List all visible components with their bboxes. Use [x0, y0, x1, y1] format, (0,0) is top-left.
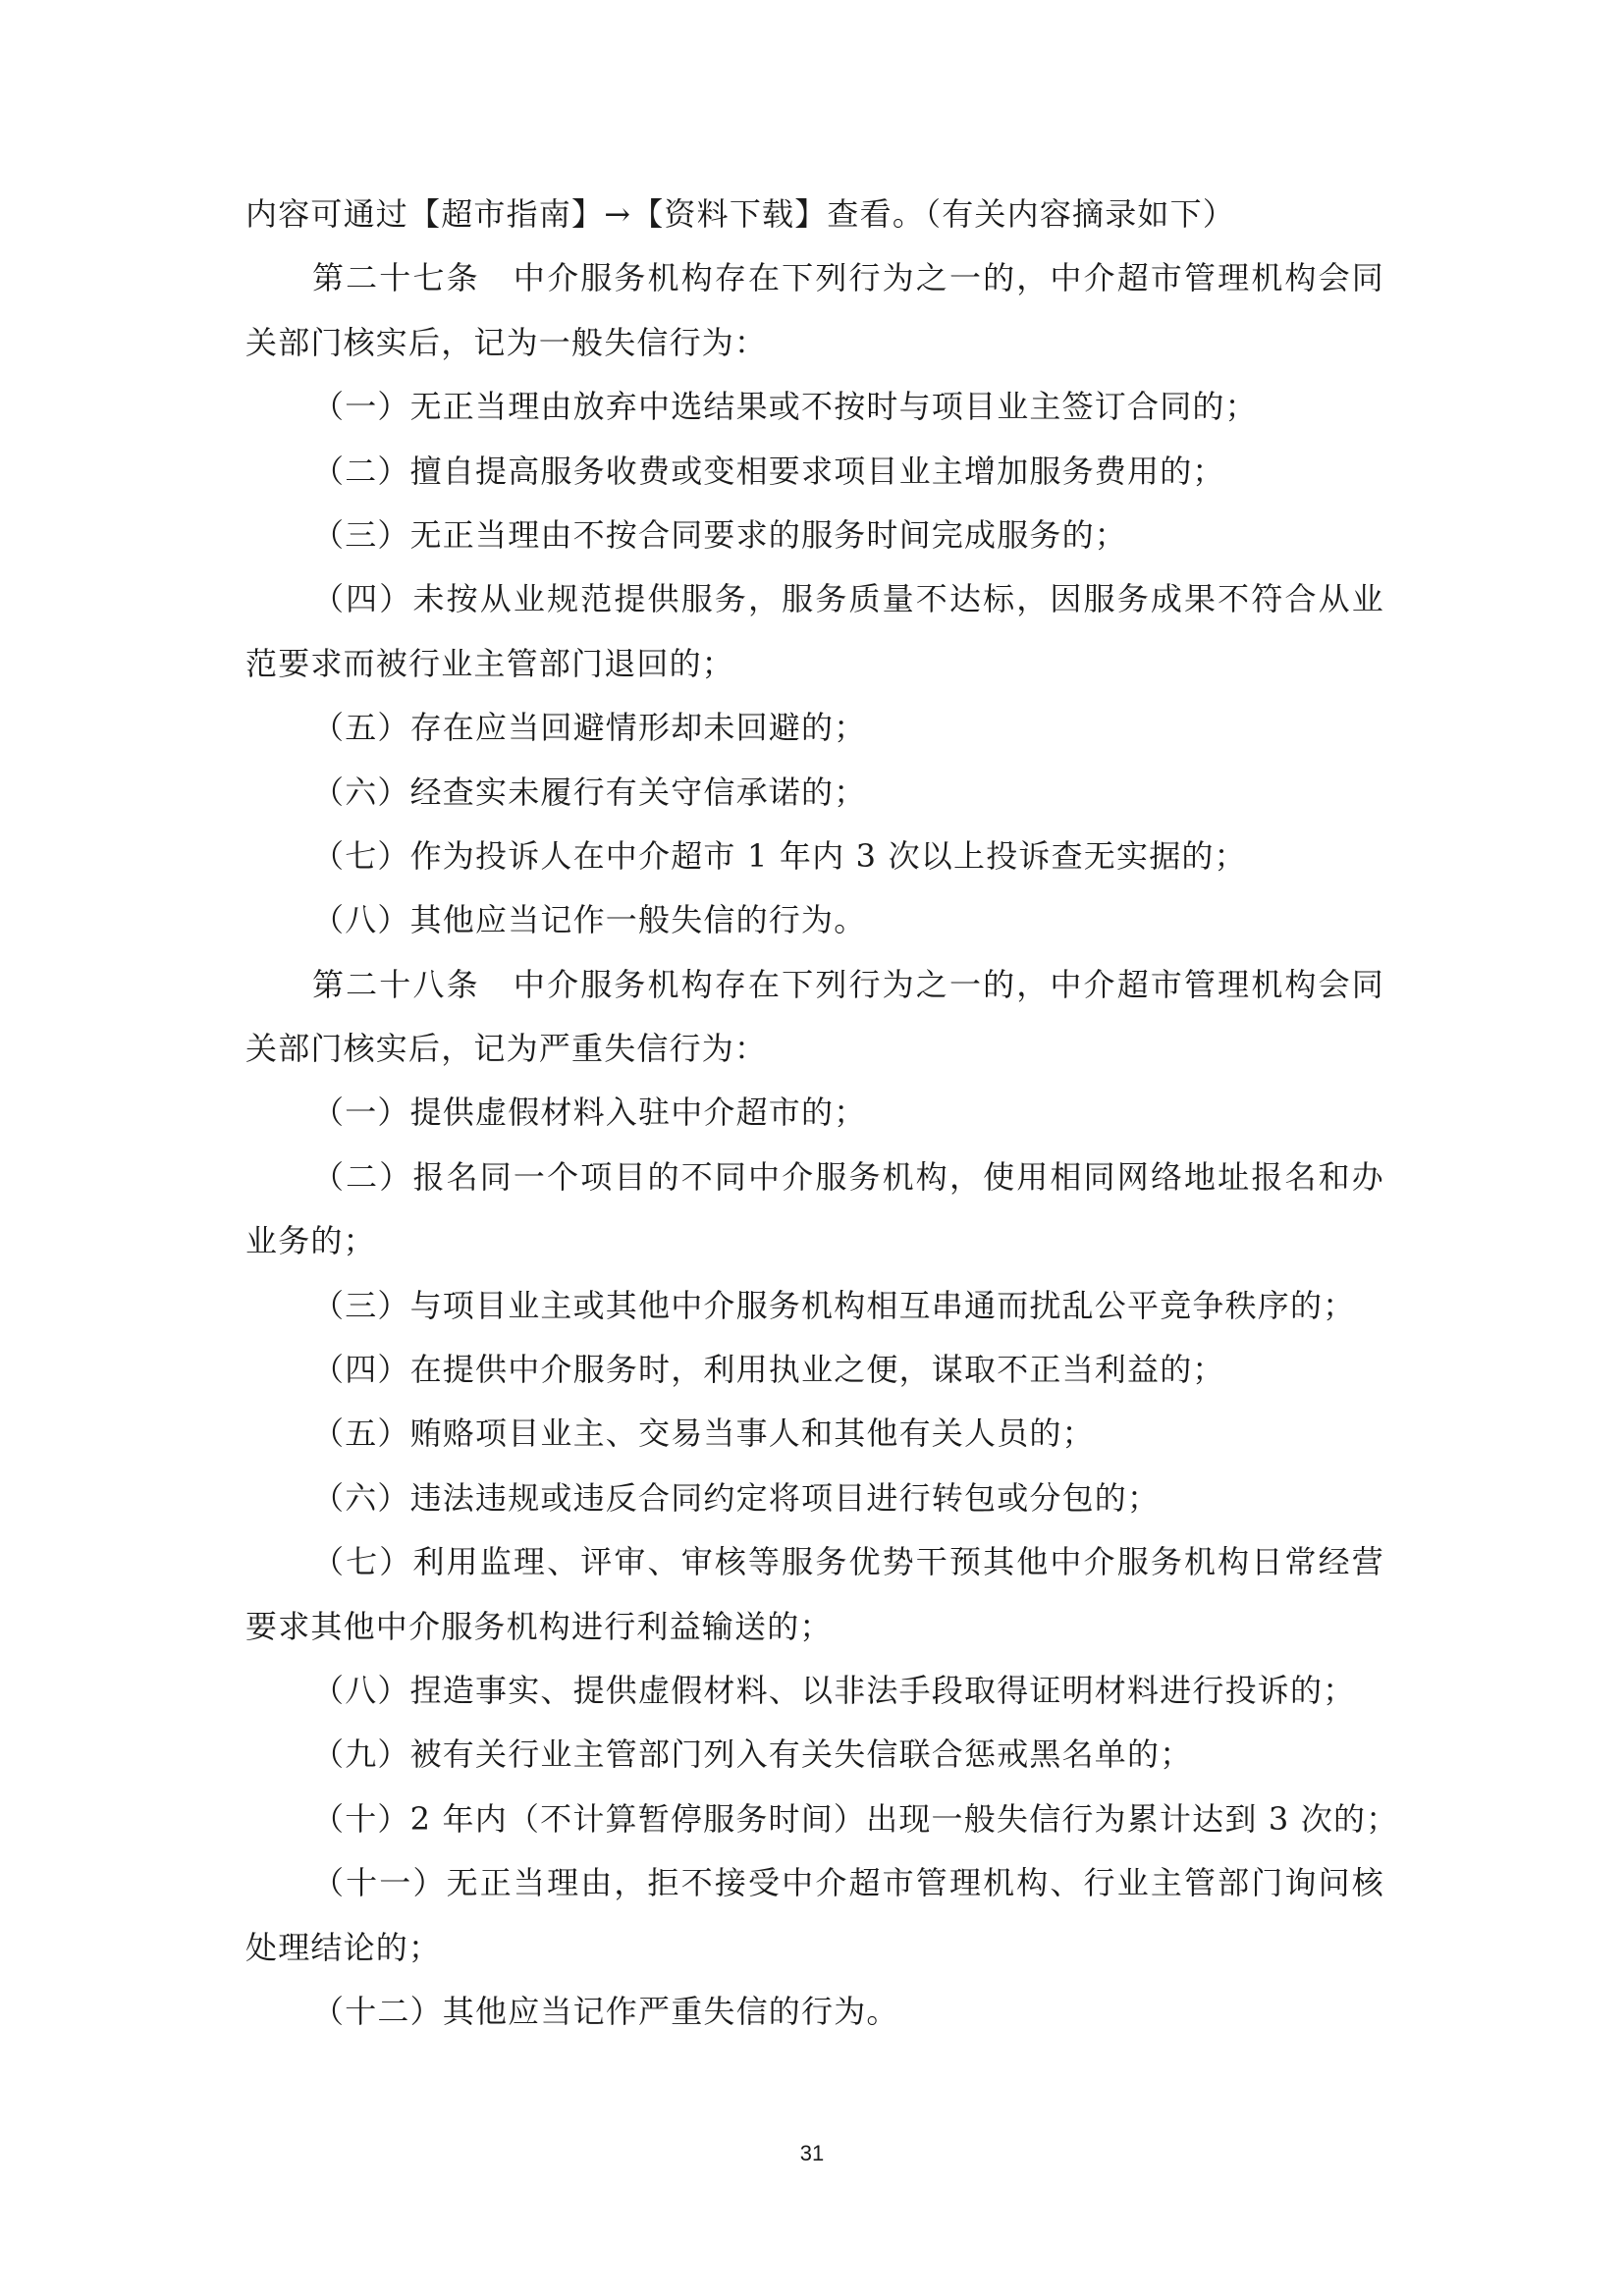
text-line: 处理结论的；: [245, 1928, 442, 1966]
text-line: （六）经查实未履行有关守信承诺的；: [312, 773, 867, 811]
text-line: 关部门核实后，记为一般失信行为：: [245, 323, 768, 361]
text-line: （一）无正当理由放弃中选结果或不按时与项目业主签订合同的；: [312, 388, 1258, 426]
document-body: [245, 192, 1399, 2054]
text-line: （八）捏造事实、提供虚假材料、以非法手段取得证明材料进行投诉的；: [312, 1671, 1356, 1709]
text-line: 范要求而被行业主管部门退回的；: [245, 644, 735, 682]
text-line: （十一）无正当理由，拒不接受中介超市管理机构、行业主管部门询问核: [312, 1864, 1384, 1902]
text-line: （一）提供虚假材料入驻中介超市的；: [312, 1094, 867, 1132]
text-line: （三）无正当理由不按合同要求的服务时间完成服务的；: [312, 515, 1128, 554]
text-line: （二）擅自提高服务收费或变相要求项目业主增加服务费用的；: [312, 452, 1225, 490]
text-line: 业务的；: [245, 1222, 376, 1260]
text-line: 关部门核实后，记为严重失信行为：: [245, 1030, 768, 1068]
text-line: （三）与项目业主或其他中介服务机构相互串通而扰乱公平竞争秩序的；: [312, 1286, 1356, 1324]
text-line: （七）利用监理、评审、审核等服务优势干预其他中介服务机构日常经营: [312, 1543, 1384, 1581]
text-line: （二）报名同一个项目的不同中介服务机构，使用相同网络地址报名和办: [312, 1157, 1384, 1196]
text-line: 第二十八条 中介服务机构存在下列行为之一的，中介超市管理机构会同: [312, 965, 1384, 1003]
text-line: （八）其他应当记作一般失信的行为。: [312, 901, 867, 939]
text-line: （四）在提供中介服务时，利用执业之便，谋取不正当利益的；: [312, 1351, 1225, 1389]
text-line: （九）被有关行业主管部门列入有关失信联合惩戒黑名单的；: [312, 1735, 1193, 1774]
text-line: （五）贿赂项目业主、交易当事人和其他有关人员的；: [312, 1415, 1095, 1453]
text-line: 第二十七条 中介服务机构存在下列行为之一的，中介超市管理机构会同: [312, 259, 1384, 297]
text-line: （十二）其他应当记作严重失信的行为。: [312, 1992, 899, 2030]
text-line: （十）2 年内（不计算暂停服务时间）出现一般失信行为累计达到 3 次的；: [312, 1799, 1399, 1838]
text-line: 要求其他中介服务机构进行利益输送的；: [245, 1607, 833, 1645]
text-line: （六）违法违规或违反合同约定将项目进行转包或分包的；: [312, 1478, 1161, 1517]
text-line: （七）作为投诉人在中介超市 1 年内 3 次以上投诉查无实据的；: [312, 836, 1247, 875]
page-number: 31: [799, 2141, 825, 2165]
text-line: 内容可通过【超市指南】→【资料下载】查看。（有关内容摘录如下）: [245, 195, 1236, 233]
text-line: （五）存在应当回避情形却未回避的；: [312, 709, 867, 747]
text-line: （四）未按从业规范提供服务，服务质量不达标，因服务成果不符合从业: [312, 580, 1384, 618]
